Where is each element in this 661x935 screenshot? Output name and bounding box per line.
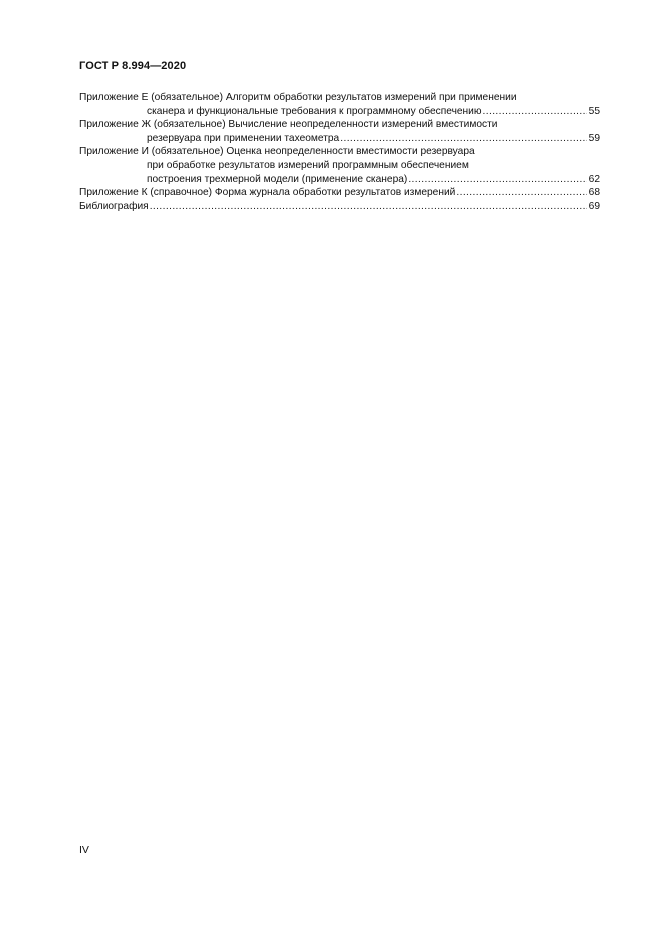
toc-entry-line: построения трехмерной модели (применение сканера) bbox=[147, 173, 408, 185]
toc-entry-line: при обработке результатов измерений программным обеспечением bbox=[147, 159, 469, 171]
toc-entry-appendix-i[interactable] bbox=[79, 145, 600, 186]
document-code: ГОСТ Р 8.994—2020 bbox=[79, 60, 187, 72]
toc-entry-appendix-zh[interactable] bbox=[79, 118, 600, 145]
toc-entry-line: Приложение Е (обязательное) Алгоритм обработки результатов измерений при применении bbox=[79, 92, 517, 103]
dot-leader bbox=[483, 105, 588, 119]
toc-entry-appendix-e[interactable] bbox=[79, 91, 600, 118]
toc-entry-line: резервуара при применении тахеометра bbox=[147, 132, 340, 144]
toc-page-number: 62 bbox=[588, 173, 600, 185]
table-of-contents bbox=[79, 91, 600, 213]
toc-page-number: 69 bbox=[588, 200, 600, 212]
toc-entry-line: Приложение К (справочное) Форма журнала обработки результатов измерений bbox=[79, 187, 456, 199]
dot-leader bbox=[340, 132, 587, 146]
toc-entry-line: сканера и функциональные требования к программному обеспечению bbox=[147, 105, 482, 117]
dot-leader bbox=[408, 173, 587, 187]
toc-entry-appendix-k[interactable] bbox=[79, 186, 600, 200]
toc-page-number: 68 bbox=[588, 187, 600, 199]
toc-entry-bibliography[interactable] bbox=[79, 200, 600, 214]
dot-leader bbox=[456, 186, 587, 200]
toc-page-number: 59 bbox=[588, 132, 600, 144]
toc-entry-line: Приложение И (обязательное) Оценка неопределенности вместимости резервуара bbox=[79, 146, 475, 158]
toc-page-number: 55 bbox=[588, 105, 600, 117]
page-number: IV bbox=[79, 844, 89, 856]
dot-leader bbox=[150, 200, 587, 214]
toc-entry-line: Библиография bbox=[79, 200, 149, 212]
toc-entry-line: Приложение Ж (обязательное) Вычисление неопределенности измерений вместимости bbox=[79, 119, 498, 131]
